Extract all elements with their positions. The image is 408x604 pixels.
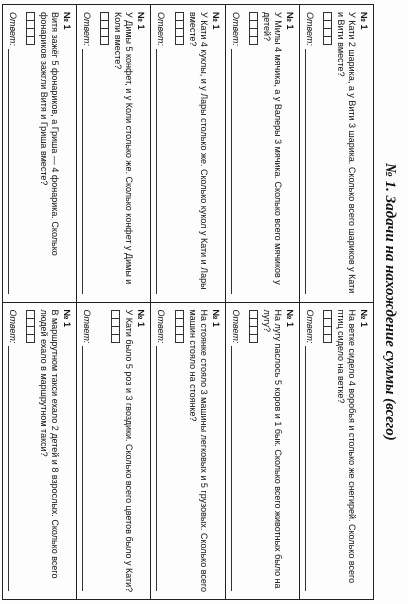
task-card xyxy=(3,302,76,600)
task-number: № 1 xyxy=(210,309,221,328)
task-card xyxy=(3,5,76,302)
task-number: № 1 xyxy=(284,12,295,30)
answer-line[interactable] xyxy=(82,346,84,591)
solution-box[interactable] xyxy=(26,36,35,45)
task-number: № 1 xyxy=(359,12,369,30)
solution-boxes xyxy=(249,12,258,296)
task-text: У Димы 5 конфет, и у Коли столько же. Сколько конфет у Димы и Коли вместе? xyxy=(113,12,135,285)
task-number: № 1 xyxy=(136,12,147,30)
task-text: На ветке сидело 4 воробья и столько же снегирей. Сколько всего птиц сидело на ветке? xyxy=(336,309,357,584)
answer-label: Ответ: xyxy=(7,12,18,46)
answer-line[interactable] xyxy=(8,346,10,591)
solution-boxes xyxy=(323,12,332,296)
task-row xyxy=(151,5,225,599)
task-card xyxy=(151,5,224,302)
solution-boxes xyxy=(26,310,35,594)
answer-field xyxy=(305,310,315,592)
answer-line[interactable] xyxy=(305,49,307,294)
answer-field xyxy=(231,310,241,592)
task-number: № 1 xyxy=(210,12,221,30)
task-card xyxy=(77,5,150,302)
answer-field xyxy=(231,12,241,294)
task-card xyxy=(226,5,299,302)
task-text: На лугу паслось 5 коров и 1 бык. Сколько всего животных было на лугу? xyxy=(261,309,283,589)
solution-box[interactable] xyxy=(323,36,332,45)
task-number: № 1 xyxy=(62,309,73,328)
task-number: № 1 xyxy=(284,309,295,328)
task-card xyxy=(300,302,373,600)
answer-line[interactable] xyxy=(156,346,158,591)
solution-box[interactable] xyxy=(175,334,184,343)
answer-label: Ответ: xyxy=(7,309,18,344)
answer-field xyxy=(8,310,18,592)
solution-boxes xyxy=(323,310,332,594)
answer-line[interactable] xyxy=(305,346,307,591)
solution-box[interactable] xyxy=(249,36,258,45)
task-text: У Кати 4 куклы, и у Лары столько же. Сколько кукол у Кати и Лары вместе? xyxy=(187,12,209,290)
answer-field xyxy=(8,12,18,294)
solution-boxes xyxy=(100,12,109,296)
solution-boxes xyxy=(26,12,35,296)
answer-field xyxy=(156,12,166,294)
task-row xyxy=(3,5,77,599)
answer-label: Ответ: xyxy=(304,12,315,46)
solution-box[interactable] xyxy=(249,334,258,343)
answer-line[interactable] xyxy=(8,49,10,294)
solution-box[interactable] xyxy=(26,334,35,343)
task-text: В маршрутном такси ехало 2 детей и 8 взрослых. Сколько всего людей ехало в маршрутном такси? xyxy=(39,309,61,579)
task-card xyxy=(300,5,373,302)
solution-boxes xyxy=(249,310,258,594)
task-row xyxy=(77,5,151,599)
solution-boxes xyxy=(111,310,120,594)
page-title: № 1. Задачи на нахождение суммы (всего) xyxy=(382,163,398,441)
task-number: № 1 xyxy=(136,309,147,328)
answer-line[interactable] xyxy=(156,49,158,294)
task-row xyxy=(300,5,373,599)
answer-label: Ответ: xyxy=(156,309,167,344)
task-text: У Кати 2 шарика, а у Вити 3 шарика. Сколько всего шариков у Кати и Вити вместе? xyxy=(336,12,357,294)
task-card xyxy=(77,302,150,600)
answer-field xyxy=(82,12,92,294)
task-card xyxy=(226,302,299,600)
task-number: № 1 xyxy=(62,12,73,30)
solution-boxes xyxy=(175,12,184,296)
solution-box[interactable] xyxy=(111,334,120,343)
task-row xyxy=(226,5,300,599)
answer-line[interactable] xyxy=(231,346,233,591)
answer-line[interactable] xyxy=(82,49,84,294)
answer-label: Ответ: xyxy=(156,12,167,46)
answer-field xyxy=(305,12,315,294)
answer-field xyxy=(156,310,166,592)
answer-field xyxy=(82,310,92,592)
task-grid xyxy=(2,4,374,600)
solution-boxes xyxy=(175,310,184,594)
answer-line[interactable] xyxy=(231,49,233,294)
task-text: Витя зажёг 5 фонариков, а Гриша — 4 фонарика. Сколько фонариков зажгли Витя и Гриша вместе? xyxy=(39,12,61,256)
task-text: У Кати было 5 роз и 3 гвоздики. Сколько всего цветов было у Кати? xyxy=(124,309,135,593)
solution-box[interactable] xyxy=(323,334,332,343)
answer-label: Ответ: xyxy=(82,12,93,46)
answer-label: Ответ: xyxy=(230,12,241,46)
answer-label: Ответ: xyxy=(304,309,315,344)
solution-box[interactable] xyxy=(175,36,184,45)
task-text: На стоянке стояло 3 машины легковых и 5 грузовых. Сколько всего машин стояло на стоянке? xyxy=(187,309,209,593)
task-card xyxy=(151,302,224,600)
task-number: № 1 xyxy=(359,309,369,328)
task-text: У Милы 4 мячика, а у Валеры 3 мячика. Сколько всего мячиков у детей? xyxy=(261,12,283,285)
answer-label: Ответ: xyxy=(82,309,93,344)
answer-label: Ответ: xyxy=(230,309,241,344)
solution-box[interactable] xyxy=(100,36,109,45)
